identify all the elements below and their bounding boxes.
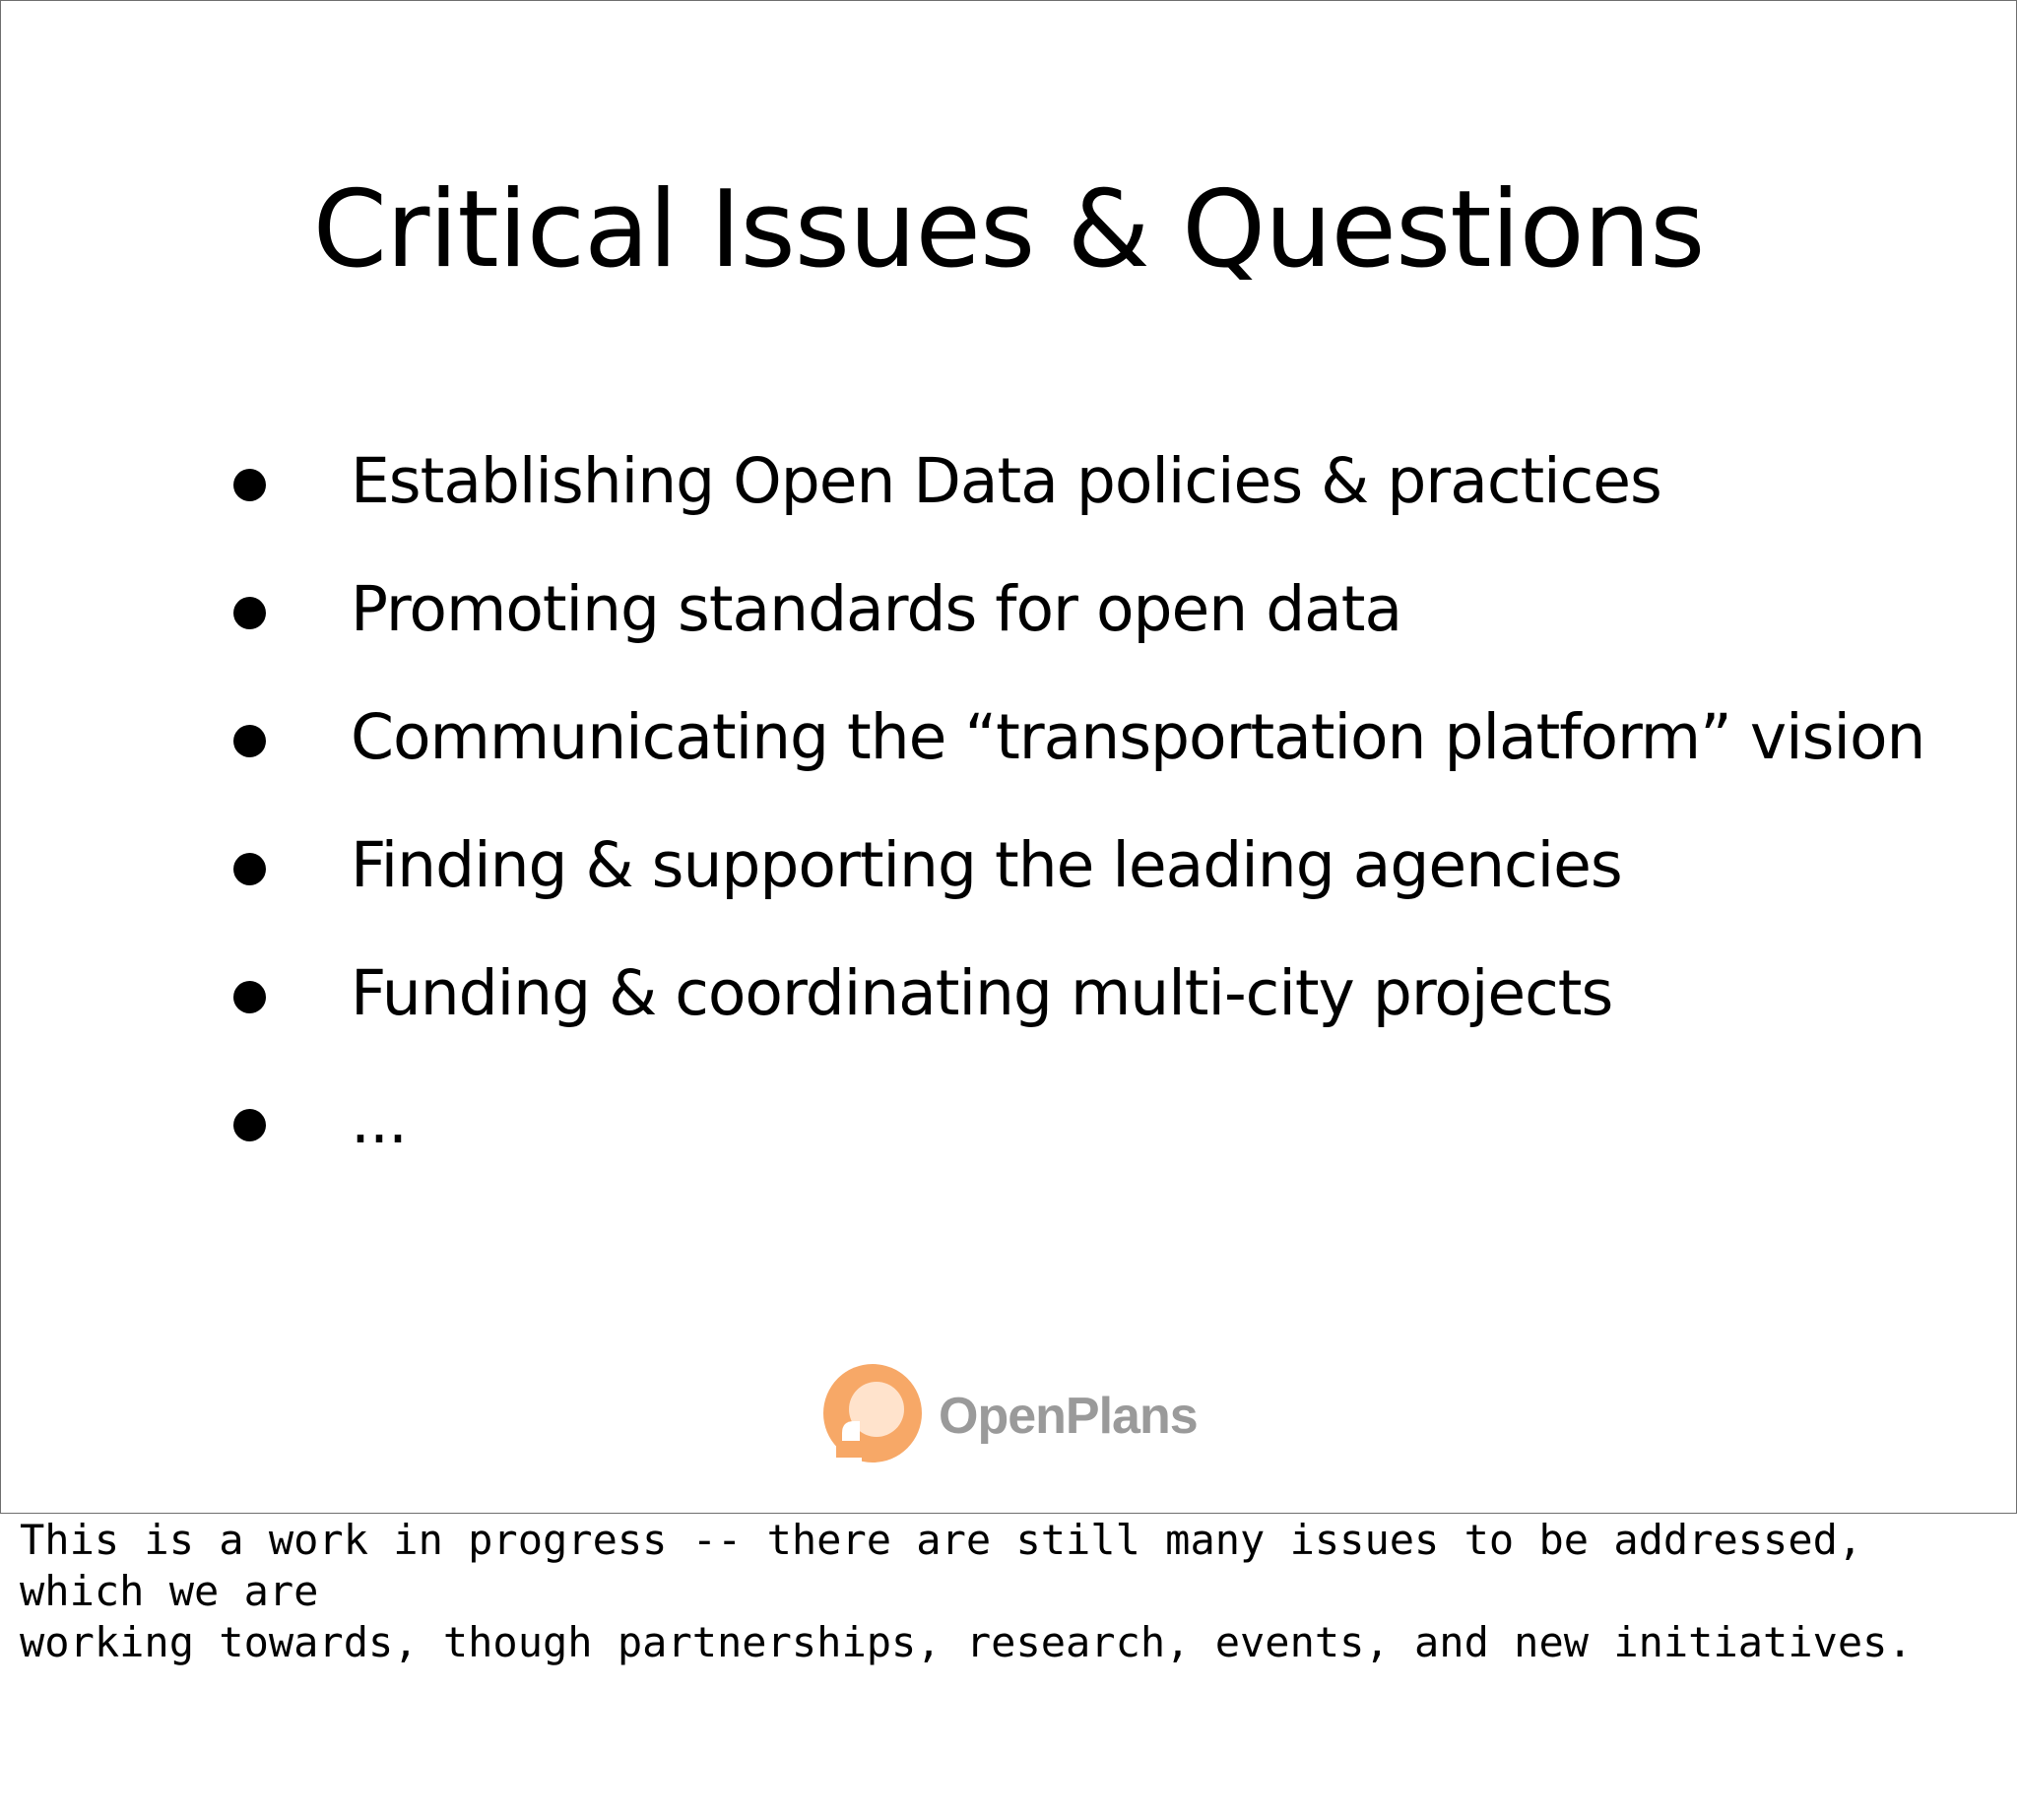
- bullet-icon: [233, 597, 266, 629]
- bullet-text: Funding & coordinating multi-city projects: [351, 957, 1613, 1029]
- bullet-text: Establishing Open Data policies & practices: [351, 445, 1661, 517]
- notes-line: This is a work in progress -- there are still many issues to be addressed, which we are: [20, 1516, 1863, 1615]
- list-item: [228, 442, 1924, 570]
- list-item: [228, 826, 1924, 954]
- bullet-icon: [233, 1109, 266, 1141]
- openplans-logo: [820, 1362, 1198, 1470]
- bullet-text: Finding & supporting the leading agencies: [351, 829, 1622, 901]
- speaker-notes: [20, 1515, 1989, 1668]
- bullet-text: Promoting standards for open data: [351, 573, 1402, 645]
- bullet-text: ...: [351, 1085, 408, 1157]
- bullet-icon: [233, 469, 266, 501]
- notes-line: working towards, though partnerships, research, events, and new initiatives.: [20, 1618, 1913, 1666]
- bullet-icon: [233, 725, 266, 757]
- logo-wordmark: OpenPlans: [939, 1388, 1198, 1445]
- slide-title: Critical Issues & Questions: [312, 168, 1705, 292]
- openplans-logo-icon: [820, 1364, 925, 1468]
- list-item: [228, 954, 1924, 1082]
- bullet-icon: [233, 981, 266, 1013]
- list-item: [228, 1082, 1924, 1210]
- bullet-text: Communicating the “transportation platform” vision: [351, 701, 1925, 773]
- list-item: [228, 570, 1924, 698]
- bullet-icon: [233, 853, 266, 885]
- list-item: [228, 698, 1924, 826]
- bullet-list: [228, 442, 1924, 1210]
